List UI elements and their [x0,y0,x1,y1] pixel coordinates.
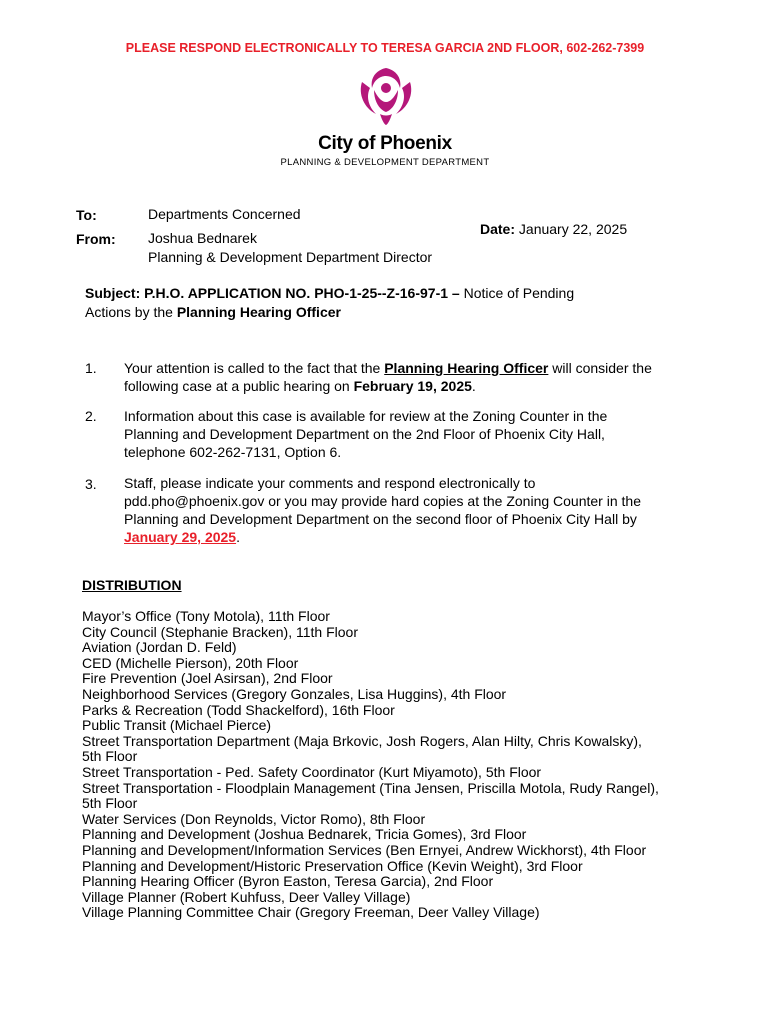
list-item: Street Transportation - Ped. Safety Coordinator (Kurt Miyamoto), 5th Floor [82,763,542,780]
list-item: Village Planning Committee Chair (Gregory Freeman, Deer Valley Village) [82,904,540,921]
list-item: Planning Hearing Officer (Byron Easton, Teresa Garcia), 2nd Floor [82,873,494,890]
item-number: 2. [85,408,97,424]
item-text: . [236,529,240,545]
list-item: Street Transportation Department (Maja Brkovic, Josh Rogers, Alan Hilty, Chris Kowalsky), [82,732,642,749]
item-body [124,359,664,395]
item-body [124,474,664,546]
from-name: Joshua Bednarek [148,230,257,246]
distribution-list [82,609,742,921]
item-emphasis: Planning Hearing Officer [384,360,549,376]
to-value: Departments Concerned [148,206,301,222]
list-item: Public Transit (Michael Pierce) [82,717,272,734]
item-number: 1. [85,360,97,376]
list-item: Planning and Development/Historic Preservation Office (Kevin Weight), 3rd Floor [82,857,583,874]
phoenix-bird-logo-icon [354,64,418,126]
list-item: Neighborhood Services (Gregory Gonzales, Lisa Huggins), 4th Floor [82,685,507,702]
from-label: From: [76,231,116,247]
item-number: 3. [85,476,97,492]
date-value: January 22, 2025 [518,221,628,237]
subject-line2: Actions by the [85,304,177,320]
item-text: will consider the following case at a public hearing on [124,360,652,394]
response-banner: PLEASE RESPOND ELECTRONICALLY TO TERESA GARCIA 2ND FLOOR, 602-262-7399 [125,41,645,55]
item-text: Staff, please indicate your comments and respond electronically to pdd.pho@phoenix.gov or you may provide hard copies at the Zoning Counter in the Planning and Development Department on the second floor of Phoenix City Hall by [124,475,641,527]
list-item: Water Services (Don Reynolds, Victor Romo), 8th Floor [82,810,426,827]
memo-subject [85,284,645,322]
list-item: Aviation (Jordan D. Feld) [82,639,237,656]
item-text: Your attention is called to the fact that the [124,360,385,376]
list-item: Planning and Development (Joshua Bednarek, Tricia Gomes), 3rd Floor [82,826,527,843]
list-item: Mayor’s Office (Tony Motola), 11th Floor [82,608,330,624]
memo-date [480,221,627,237]
item-body: Information about this case is available for review at the Zoning Counter in the Planning and Development Department on the 2nd Floor of Phoenix City Hall, telephone 602-262-7131, Option 6. [124,408,608,460]
from-title: Planning & Development Department Director [148,249,433,265]
list-item: 5th Floor [82,748,138,765]
org-name: City of Phoenix [318,133,452,154]
list-item: Village Planner (Robert Kuhfuss, Deer Valley Village) [82,888,411,905]
list-item: Planning and Development/Information Services (Ben Ernyei, Andrew Wickhorst), 4th Floor [82,841,647,858]
hearing-date: February 19, 2025 [353,378,472,394]
item-text: . [471,378,476,394]
list-item: Parks & Recreation (Todd Shackelford), 16th Floor [82,701,395,718]
org-department: PLANNING & DEVELOPMENT DEPARTMENT [280,157,490,168]
response-deadline: January 29, 2025 [124,529,237,545]
subject-label: Subject: P.H.O. APPLICATION NO. PHO-1-25--Z-16-97-1 – [85,285,460,301]
list-item: 5th Floor [82,795,138,812]
subject-officer: Planning Hearing Officer [176,304,341,320]
list-item: CED (Michelle Pierson), 20th Floor [82,654,299,671]
list-item: Street Transportation - Floodplain Management (Tina Jensen, Priscilla Motola, Rudy Rangel), [82,779,659,796]
to-label: To: [76,207,97,223]
list-item: City Council (Stephanie Bracken), 11th Floor [82,623,358,640]
subject-text: Notice of Pending [459,285,575,301]
list-item: Fire Prevention (Joel Asirsan), 2nd Floor [82,670,333,687]
date-label: Date: [480,221,516,237]
distribution-heading: DISTRIBUTION [82,577,182,593]
